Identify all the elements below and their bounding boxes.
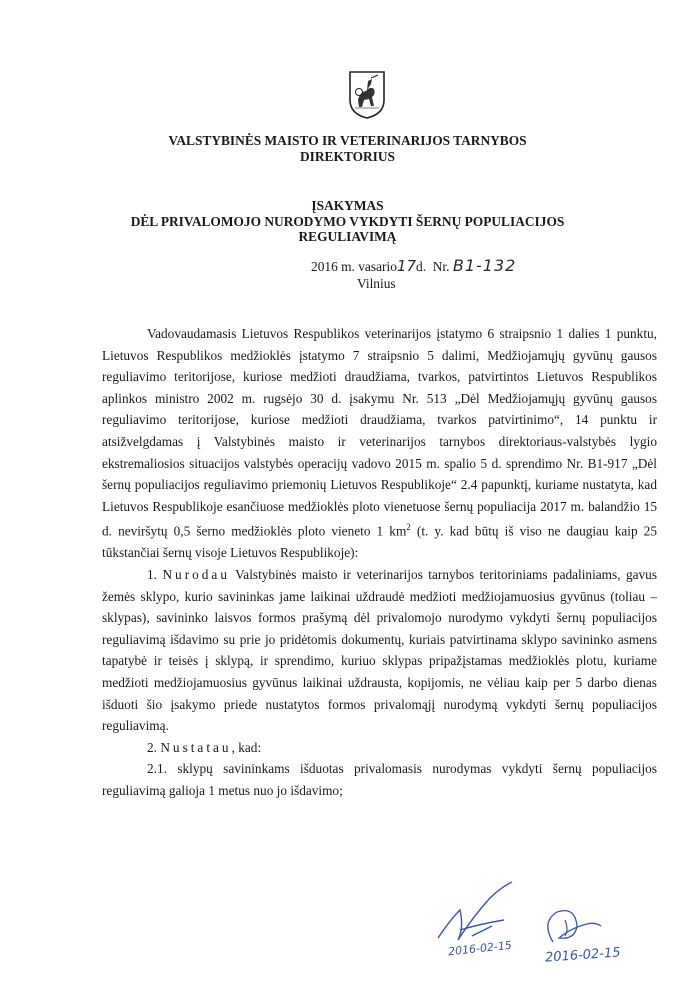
coat-of-arms-icon [348,70,386,120]
number-label: Nr. [432,259,450,274]
agency-line-2: DIREKTORIUS [299,149,395,164]
city: Vilnius [357,276,396,291]
clause-2-number: 2. [147,739,157,755]
preamble-text-end: (t. y. kad būtų iš viso ne daugiau kaip 25 tūkstančiai šernų visoje Lietuvos Respublikoje): [102,523,657,561]
clause-2-verb: Nustatau [160,739,232,755]
clause-1-verb: Nurodau [162,566,230,582]
preamble-text: Vadovaudamasis Lietuvos Respublikos veterinarijos įstatymo 6 straipsnio 1 dalies 1 punktu, Lietuvos Respublikos medžioklės įstatymo 7 straipsnio 5 dalimi, Medžiojamųjų gyvūnų gausos reguliavimo teritorijose, kuriose medžioti draudžiama, tvarkos, patvirtintos Lietuvos Respublikos aplinkos ministro 2002 m. rugsėjo 30 d. įsakymu Nr. 513 „Dėl Medžiojamųjų gyvūnų gausos reguliavimo teritorijose, kuriose medžioti draudžiama, tvarkos patvirtinimo“, 14 punktu ir atsižvelgdamas į Valstybinės maisto ir veterinarijos tarnybos direktoriaus-valstybės lygio ekstremaliosios situacijos valstybės operacijų vadovo 2015 m. spalio 5 d. sprendimo Nr. B1-917 „Dėl šernų populiacijos reguliavimo priemonių Lietuvos Respublikoje“ 2.4 papunktį, kuriame nustatyta, kad Lietuvos Respublikoje esančiuose medžioklės ploto vienetuose šernų populiacija 2017 m. balandžio 15 d. neviršytų 0,5 šerno medžioklės ploto vieneto 1 km [102,326,657,539]
clause-2 [102,737,657,759]
signature-2-date: 2016-02-15 [544,945,621,966]
preamble-paragraph [102,323,657,564]
handwritten-order-number: B1-132 [452,256,517,275]
date-line [311,257,516,276]
title-line-3: REGULIAVIMĄ [298,229,397,244]
agency-line-1: VALSTYBINĖS MAISTO IR VETERINARIJOS TARNYBOS [168,133,527,148]
clause-2-text: , kad: [231,739,262,755]
signature-1 [420,880,530,965]
document-body [102,323,657,801]
agency-header [0,133,695,165]
signature-1-date: 2016-02-15 [447,938,513,959]
clause-1 [102,564,657,737]
day-label: d. [416,259,427,274]
clause-1-number: 1. [147,566,157,582]
clause-1-text: Valstybinės maisto ir veterinarijos tarnybos teritoriniams padaliniams, gavus žemės sklypo, kurio savininkas jame laikinai uždraudė medžioti medžiojamuosius gyvūnus (toliau – sklypas), savininko laisvos formos prašymą dėl privalomojo nurodymo vykdyti šernų populiacijos reguliavimą išdavimo su prie jo pridėtomis dokumentų, kuriais patvirtinama sklypo savininko asmens tapatybė ir teisės į sklypą, ir sprendimo, kuriuo sklypas pripažįstamas medžioklės plotu, kuriame medžioti medžiojamuosius gyvūnus laikinai uždrausta, kopijomis, ne vėliau kaip per 5 darbo dienas išduoti šio įsakymo priede nustatytos formos privalomąjį nurodymą vykdyti šernų populiacijos reguliavimą. [102,566,657,734]
title-line-2: DĖL PRIVALOMOJO NURODYMO VYKDYTI ŠERNŲ POPULIACIJOS [130,213,565,229]
date-year-month: 2016 m. vasario [311,259,397,274]
signature-2 [535,902,645,977]
preamble-superscript: 2 [406,522,411,533]
handwritten-day: 17 [396,257,417,275]
title-line-1: ĮSAKYMAS [311,198,384,213]
clause-2-1: 2.1. sklypų savininkams išduotas privalomasis nurodymas vykdyti šernų populiacijos reguliavimą galioja 1 metus nuo jo išdavimo; [102,761,657,798]
order-title [0,198,695,245]
